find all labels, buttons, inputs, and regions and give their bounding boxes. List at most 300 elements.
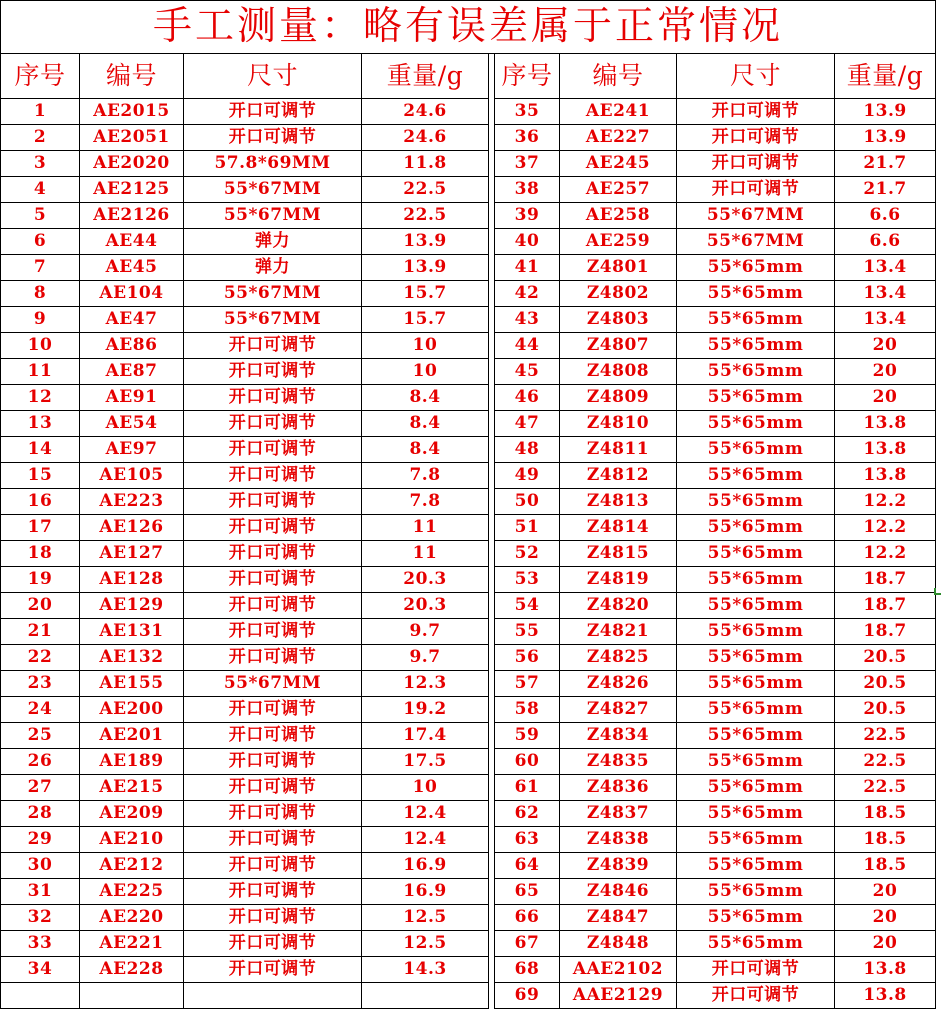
size-cell[interactable]: 55*67MM — [184, 307, 362, 333]
weight-cell[interactable]: 13.8 — [835, 411, 936, 437]
size-cell[interactable]: 开口可调节 — [184, 931, 362, 957]
table-row — [1, 853, 936, 879]
size-cell[interactable]: 55*65mm — [677, 333, 835, 359]
index-cell[interactable]: 31 — [1, 879, 80, 905]
weight-cell[interactable]: 22.5 — [362, 177, 489, 203]
size-cell[interactable]: 开口可调节 — [184, 723, 362, 749]
index-cell[interactable]: 60 — [495, 749, 560, 775]
index-cell[interactable]: 63 — [495, 827, 560, 853]
weight-cell[interactable]: 18.5 — [835, 827, 936, 853]
weight-cell[interactable]: 22.5 — [835, 775, 936, 801]
index-cell[interactable]: 58 — [495, 697, 560, 723]
code-cell[interactable]: AE2020 — [80, 151, 184, 177]
table-row — [1, 775, 936, 801]
weight-cell[interactable]: 20.5 — [835, 671, 936, 697]
index-cell[interactable]: 24 — [1, 697, 80, 723]
index-cell[interactable]: 50 — [495, 489, 560, 515]
header-cell-index[interactable]: 序号 — [1, 54, 80, 99]
weight-cell[interactable]: 15.7 — [362, 307, 489, 333]
code-cell[interactable]: AE129 — [80, 593, 184, 619]
code-cell[interactable]: AAE2129 — [560, 983, 677, 1009]
weight-cell[interactable]: 12.2 — [835, 541, 936, 567]
weight-cell[interactable]: 12.4 — [362, 827, 489, 853]
index-cell[interactable]: 49 — [495, 463, 560, 489]
index-cell[interactable]: 20 — [1, 593, 80, 619]
size-cell[interactable] — [184, 983, 362, 1009]
weight-cell[interactable]: 20 — [835, 359, 936, 385]
weight-cell[interactable]: 20 — [835, 905, 936, 931]
weight-cell[interactable]: 13.9 — [835, 99, 936, 125]
code-cell[interactable]: AE128 — [80, 567, 184, 593]
index-cell[interactable]: 21 — [1, 619, 80, 645]
index-cell[interactable]: 69 — [495, 983, 560, 1009]
weight-cell[interactable]: 13.9 — [835, 125, 936, 151]
size-cell[interactable]: 开口可调节 — [184, 515, 362, 541]
code-cell[interactable]: Z4812 — [560, 463, 677, 489]
size-cell[interactable]: 开口可调节 — [184, 593, 362, 619]
table-row — [1, 541, 936, 567]
size-cell[interactable]: 弹力 — [184, 255, 362, 281]
code-cell[interactable]: AE221 — [80, 931, 184, 957]
weight-cell[interactable]: 8.4 — [362, 437, 489, 463]
weight-cell[interactable]: 18.5 — [835, 801, 936, 827]
size-cell[interactable]: 55*65mm — [677, 281, 835, 307]
code-cell[interactable]: AE132 — [80, 645, 184, 671]
size-cell[interactable]: 55*65mm — [677, 437, 835, 463]
index-cell[interactable]: 44 — [495, 333, 560, 359]
code-cell[interactable]: AE104 — [80, 281, 184, 307]
size-cell[interactable]: 55*65mm — [677, 671, 835, 697]
index-cell[interactable]: 33 — [1, 931, 80, 957]
header-cell-weight[interactable]: 重量/g — [362, 54, 489, 99]
index-cell[interactable]: 39 — [495, 203, 560, 229]
size-cell[interactable]: 开口可调节 — [184, 801, 362, 827]
index-cell[interactable]: 11 — [1, 359, 80, 385]
weight-cell[interactable]: 20.3 — [362, 593, 489, 619]
index-cell[interactable]: 28 — [1, 801, 80, 827]
code-cell[interactable]: AE2125 — [80, 177, 184, 203]
size-cell[interactable]: 55*65mm — [677, 749, 835, 775]
weight-cell[interactable]: 9.7 — [362, 619, 489, 645]
code-cell[interactable]: Z4815 — [560, 541, 677, 567]
index-cell[interactable]: 55 — [495, 619, 560, 645]
index-cell[interactable]: 36 — [495, 125, 560, 151]
size-cell[interactable]: 开口可调节 — [184, 619, 362, 645]
code-cell[interactable]: AE2126 — [80, 203, 184, 229]
weight-cell[interactable]: 15.7 — [362, 281, 489, 307]
index-cell[interactable]: 25 — [1, 723, 80, 749]
table-row — [1, 905, 936, 931]
code-cell[interactable]: AE223 — [80, 489, 184, 515]
index-cell[interactable]: 14 — [1, 437, 80, 463]
code-cell[interactable]: AE2015 — [80, 99, 184, 125]
weight-cell[interactable]: 24.6 — [362, 125, 489, 151]
index-cell[interactable]: 43 — [495, 307, 560, 333]
size-cell[interactable]: 55*65mm — [677, 697, 835, 723]
table-row — [1, 567, 936, 593]
size-cell[interactable]: 开口可调节 — [677, 957, 835, 983]
index-cell[interactable]: 19 — [1, 567, 80, 593]
weight-cell[interactable]: 12.2 — [835, 515, 936, 541]
index-cell[interactable]: 64 — [495, 853, 560, 879]
size-cell[interactable]: 55*67MM — [184, 203, 362, 229]
code-cell[interactable]: AE258 — [560, 203, 677, 229]
code-cell[interactable]: AE44 — [80, 229, 184, 255]
size-cell[interactable]: 55*65mm — [677, 801, 835, 827]
size-cell[interactable]: 55*65mm — [677, 385, 835, 411]
sheet-title[interactable]: 手工测量：略有误差属于正常情况 — [1, 1, 936, 54]
index-cell[interactable]: 54 — [495, 593, 560, 619]
index-cell[interactable]: 38 — [495, 177, 560, 203]
size-cell[interactable]: 开口可调节 — [184, 905, 362, 931]
size-cell[interactable]: 开口可调节 — [184, 125, 362, 151]
code-cell[interactable]: AE210 — [80, 827, 184, 853]
size-cell[interactable]: 55*65mm — [677, 593, 835, 619]
size-cell[interactable]: 55*65mm — [677, 307, 835, 333]
code-cell[interactable]: AE220 — [80, 905, 184, 931]
code-cell[interactable]: Z4813 — [560, 489, 677, 515]
size-cell[interactable]: 开口可调节 — [677, 99, 835, 125]
code-cell[interactable]: AE45 — [80, 255, 184, 281]
weight-cell[interactable]: 11 — [362, 541, 489, 567]
weight-cell[interactable]: 13.4 — [835, 255, 936, 281]
index-cell[interactable]: 7 — [1, 255, 80, 281]
size-cell[interactable]: 开口可调节 — [184, 541, 362, 567]
index-cell[interactable]: 57 — [495, 671, 560, 697]
code-cell[interactable]: Z4811 — [560, 437, 677, 463]
code-cell[interactable]: AE105 — [80, 463, 184, 489]
code-cell[interactable]: AE259 — [560, 229, 677, 255]
size-cell[interactable]: 开口可调节 — [677, 983, 835, 1009]
weight-cell[interactable]: 16.9 — [362, 853, 489, 879]
size-cell[interactable]: 开口可调节 — [184, 99, 362, 125]
weight-cell[interactable]: 24.6 — [362, 99, 489, 125]
code-cell[interactable]: AE209 — [80, 801, 184, 827]
code-cell[interactable]: Z4825 — [560, 645, 677, 671]
header-row — [1, 54, 936, 99]
code-cell[interactable]: Z4838 — [560, 827, 677, 853]
code-cell[interactable]: Z4847 — [560, 905, 677, 931]
index-cell[interactable]: 9 — [1, 307, 80, 333]
size-cell[interactable]: 55*65mm — [677, 827, 835, 853]
code-cell[interactable]: AE189 — [80, 749, 184, 775]
code-cell[interactable]: AE257 — [560, 177, 677, 203]
size-cell[interactable]: 55*65mm — [677, 411, 835, 437]
index-cell[interactable] — [1, 983, 80, 1009]
weight-cell[interactable]: 21.7 — [835, 151, 936, 177]
weight-cell[interactable]: 18.5 — [835, 853, 936, 879]
index-cell[interactable]: 13 — [1, 411, 80, 437]
index-cell[interactable]: 68 — [495, 957, 560, 983]
size-cell[interactable]: 开口可调节 — [184, 827, 362, 853]
weight-cell[interactable]: 13.8 — [835, 983, 936, 1009]
weight-cell[interactable]: 12.5 — [362, 931, 489, 957]
code-cell[interactable]: AE126 — [80, 515, 184, 541]
code-cell[interactable]: AE2051 — [80, 125, 184, 151]
code-cell[interactable]: AE225 — [80, 879, 184, 905]
weight-cell[interactable]: 7.8 — [362, 489, 489, 515]
code-cell[interactable]: Z4846 — [560, 879, 677, 905]
weight-cell[interactable]: 21.7 — [835, 177, 936, 203]
size-cell[interactable]: 开口可调节 — [184, 385, 362, 411]
weight-cell[interactable]: 20 — [835, 879, 936, 905]
code-cell[interactable]: Z4810 — [560, 411, 677, 437]
index-cell[interactable]: 56 — [495, 645, 560, 671]
size-cell[interactable]: 开口可调节 — [184, 879, 362, 905]
code-cell[interactable]: Z4826 — [560, 671, 677, 697]
code-cell[interactable]: Z4848 — [560, 931, 677, 957]
size-cell[interactable]: 55*65mm — [677, 489, 835, 515]
size-cell[interactable]: 55*65mm — [677, 723, 835, 749]
index-cell[interactable]: 18 — [1, 541, 80, 567]
index-cell[interactable]: 48 — [495, 437, 560, 463]
index-cell[interactable]: 62 — [495, 801, 560, 827]
weight-cell[interactable]: 13.8 — [835, 437, 936, 463]
weight-cell[interactable]: 13.9 — [362, 255, 489, 281]
table-row — [1, 151, 936, 177]
size-cell[interactable]: 57.8*69MM — [184, 151, 362, 177]
code-cell[interactable]: AE86 — [80, 333, 184, 359]
weight-cell[interactable]: 20.3 — [362, 567, 489, 593]
code-cell[interactable]: Z4837 — [560, 801, 677, 827]
size-cell[interactable]: 开口可调节 — [184, 437, 362, 463]
code-cell[interactable]: AE97 — [80, 437, 184, 463]
index-cell[interactable]: 59 — [495, 723, 560, 749]
size-cell[interactable]: 开口可调节 — [184, 957, 362, 983]
size-cell[interactable]: 开口可调节 — [677, 151, 835, 177]
index-cell[interactable]: 4 — [1, 177, 80, 203]
size-cell[interactable]: 55*65mm — [677, 775, 835, 801]
code-cell[interactable]: AE228 — [80, 957, 184, 983]
index-cell[interactable]: 51 — [495, 515, 560, 541]
code-cell[interactable]: Z4808 — [560, 359, 677, 385]
weight-cell[interactable]: 22.5 — [835, 723, 936, 749]
code-cell[interactable]: Z4807 — [560, 333, 677, 359]
table-row — [1, 957, 936, 983]
weight-cell[interactable]: 10 — [362, 359, 489, 385]
size-cell[interactable]: 55*65mm — [677, 463, 835, 489]
code-cell[interactable]: AE54 — [80, 411, 184, 437]
size-cell[interactable]: 开口可调节 — [184, 359, 362, 385]
code-cell[interactable]: AE241 — [560, 99, 677, 125]
header-cell-weight[interactable]: 重量/g — [835, 54, 936, 99]
size-cell[interactable]: 开口可调节 — [184, 645, 362, 671]
size-cell[interactable]: 开口可调节 — [184, 775, 362, 801]
size-cell[interactable]: 开口可调节 — [184, 567, 362, 593]
code-cell[interactable]: AE201 — [80, 723, 184, 749]
index-cell[interactable]: 42 — [495, 281, 560, 307]
header-cell-index[interactable]: 序号 — [495, 54, 560, 99]
size-cell[interactable]: 开口可调节 — [184, 463, 362, 489]
code-cell[interactable]: Z4801 — [560, 255, 677, 281]
size-cell[interactable]: 开口可调节 — [677, 177, 835, 203]
weight-cell[interactable]: 20 — [835, 333, 936, 359]
size-cell[interactable]: 55*67MM — [184, 177, 362, 203]
index-cell[interactable]: 37 — [495, 151, 560, 177]
weight-cell[interactable] — [362, 983, 489, 1009]
weight-cell[interactable]: 14.3 — [362, 957, 489, 983]
size-cell[interactable]: 弹力 — [184, 229, 362, 255]
weight-cell[interactable]: 13.8 — [835, 463, 936, 489]
code-cell[interactable]: Z4814 — [560, 515, 677, 541]
size-cell[interactable]: 55*67MM — [677, 203, 835, 229]
header-cell-code[interactable]: 编号 — [560, 54, 677, 99]
index-cell[interactable]: 65 — [495, 879, 560, 905]
index-cell[interactable]: 45 — [495, 359, 560, 385]
code-cell[interactable]: AE47 — [80, 307, 184, 333]
index-cell[interactable]: 46 — [495, 385, 560, 411]
code-cell[interactable]: AE87 — [80, 359, 184, 385]
index-cell[interactable]: 3 — [1, 151, 80, 177]
index-cell[interactable]: 40 — [495, 229, 560, 255]
weight-cell[interactable]: 18.7 — [835, 619, 936, 645]
weight-cell[interactable]: 10 — [362, 333, 489, 359]
index-cell[interactable]: 8 — [1, 281, 80, 307]
index-cell[interactable]: 10 — [1, 333, 80, 359]
index-cell[interactable]: 67 — [495, 931, 560, 957]
code-cell[interactable]: AE155 — [80, 671, 184, 697]
code-cell[interactable]: AE245 — [560, 151, 677, 177]
table-row — [1, 489, 936, 515]
code-cell[interactable]: Z4827 — [560, 697, 677, 723]
size-cell[interactable]: 55*65mm — [677, 645, 835, 671]
weight-cell[interactable]: 8.4 — [362, 411, 489, 437]
weight-cell[interactable]: 17.4 — [362, 723, 489, 749]
size-cell[interactable]: 55*67MM — [184, 281, 362, 307]
weight-cell[interactable]: 18.7 — [835, 593, 936, 619]
table-row — [1, 879, 936, 905]
weight-cell[interactable]: 16.9 — [362, 879, 489, 905]
size-cell[interactable]: 55*65mm — [677, 853, 835, 879]
index-cell[interactable]: 66 — [495, 905, 560, 931]
index-cell[interactable]: 22 — [1, 645, 80, 671]
weight-cell[interactable]: 13.4 — [835, 307, 936, 333]
weight-cell[interactable]: 11 — [362, 515, 489, 541]
index-cell[interactable]: 23 — [1, 671, 80, 697]
weight-cell[interactable]: 22.5 — [835, 749, 936, 775]
index-cell[interactable]: 30 — [1, 853, 80, 879]
weight-cell[interactable]: 13.9 — [362, 229, 489, 255]
index-cell[interactable]: 15 — [1, 463, 80, 489]
weight-cell[interactable]: 20.5 — [835, 645, 936, 671]
header-cell-size[interactable]: 尺寸 — [184, 54, 362, 99]
code-cell[interactable]: AE127 — [80, 541, 184, 567]
code-cell[interactable]: Z4802 — [560, 281, 677, 307]
size-cell[interactable]: 开口可调节 — [184, 749, 362, 775]
index-cell[interactable]: 41 — [495, 255, 560, 281]
index-cell[interactable]: 53 — [495, 567, 560, 593]
code-cell[interactable]: Z4819 — [560, 567, 677, 593]
weight-cell[interactable]: 9.7 — [362, 645, 489, 671]
size-cell[interactable]: 开口可调节 — [184, 853, 362, 879]
code-cell[interactable]: Z4836 — [560, 775, 677, 801]
weight-cell[interactable]: 13.4 — [835, 281, 936, 307]
size-cell[interactable]: 55*65mm — [677, 905, 835, 931]
weight-cell[interactable]: 12.3 — [362, 671, 489, 697]
index-cell[interactable]: 47 — [495, 411, 560, 437]
index-cell[interactable]: 27 — [1, 775, 80, 801]
weight-cell[interactable]: 8.4 — [362, 385, 489, 411]
size-cell[interactable]: 55*65mm — [677, 541, 835, 567]
weight-cell[interactable]: 12.5 — [362, 905, 489, 931]
code-cell[interactable] — [80, 983, 184, 1009]
code-cell[interactable]: Z4820 — [560, 593, 677, 619]
code-cell[interactable]: AE91 — [80, 385, 184, 411]
weight-cell[interactable]: 20 — [835, 385, 936, 411]
size-cell[interactable]: 55*65mm — [677, 567, 835, 593]
size-cell[interactable]: 55*67MM — [184, 671, 362, 697]
index-cell[interactable]: 35 — [495, 99, 560, 125]
weight-cell[interactable]: 22.5 — [362, 203, 489, 229]
header-cell-size[interactable]: 尺寸 — [677, 54, 835, 99]
code-cell[interactable]: Z4839 — [560, 853, 677, 879]
index-cell[interactable]: 26 — [1, 749, 80, 775]
weight-cell[interactable]: 7.8 — [362, 463, 489, 489]
index-cell[interactable]: 12 — [1, 385, 80, 411]
index-cell[interactable]: 34 — [1, 957, 80, 983]
size-cell[interactable]: 开口可调节 — [677, 125, 835, 151]
size-cell[interactable]: 开口可调节 — [184, 489, 362, 515]
code-cell[interactable]: Z4835 — [560, 749, 677, 775]
code-cell[interactable]: Z4834 — [560, 723, 677, 749]
index-cell[interactable]: 2 — [1, 125, 80, 151]
size-cell[interactable]: 开口可调节 — [184, 697, 362, 723]
size-cell[interactable]: 55*65mm — [677, 359, 835, 385]
weight-cell[interactable]: 20.5 — [835, 697, 936, 723]
weight-cell[interactable]: 6.6 — [835, 229, 936, 255]
weight-cell[interactable]: 20 — [835, 931, 936, 957]
size-cell[interactable]: 55*65mm — [677, 255, 835, 281]
index-cell[interactable]: 29 — [1, 827, 80, 853]
index-cell[interactable]: 5 — [1, 203, 80, 229]
code-cell[interactable]: AE200 — [80, 697, 184, 723]
code-cell[interactable]: AE227 — [560, 125, 677, 151]
code-cell[interactable]: Z4809 — [560, 385, 677, 411]
weight-cell[interactable]: 11.8 — [362, 151, 489, 177]
index-cell[interactable]: 17 — [1, 515, 80, 541]
header-cell-code[interactable]: 编号 — [80, 54, 184, 99]
table-row — [1, 307, 936, 333]
size-cell[interactable]: 55*65mm — [677, 931, 835, 957]
code-cell[interactable]: Z4803 — [560, 307, 677, 333]
size-cell[interactable]: 55*67MM — [677, 229, 835, 255]
index-cell[interactable]: 61 — [495, 775, 560, 801]
code-cell[interactable]: AAE2102 — [560, 957, 677, 983]
weight-cell[interactable]: 12.2 — [835, 489, 936, 515]
code-cell[interactable]: AE215 — [80, 775, 184, 801]
size-cell[interactable]: 55*65mm — [677, 879, 835, 905]
index-cell[interactable]: 6 — [1, 229, 80, 255]
code-cell[interactable]: AE131 — [80, 619, 184, 645]
code-cell[interactable]: AE212 — [80, 853, 184, 879]
size-cell[interactable]: 开口可调节 — [184, 411, 362, 437]
weight-cell[interactable]: 10 — [362, 775, 489, 801]
index-cell[interactable]: 16 — [1, 489, 80, 515]
weight-cell[interactable]: 13.8 — [835, 957, 936, 983]
index-cell[interactable]: 52 — [495, 541, 560, 567]
weight-cell[interactable]: 18.7 — [835, 567, 936, 593]
weight-cell[interactable]: 19.2 — [362, 697, 489, 723]
size-cell[interactable]: 开口可调节 — [184, 333, 362, 359]
weight-cell[interactable]: 6.6 — [835, 203, 936, 229]
index-cell[interactable]: 1 — [1, 99, 80, 125]
weight-cell[interactable]: 12.4 — [362, 801, 489, 827]
size-cell[interactable]: 55*65mm — [677, 515, 835, 541]
weight-cell[interactable]: 17.5 — [362, 749, 489, 775]
code-cell[interactable]: Z4821 — [560, 619, 677, 645]
size-cell[interactable]: 55*65mm — [677, 619, 835, 645]
index-cell[interactable]: 32 — [1, 905, 80, 931]
